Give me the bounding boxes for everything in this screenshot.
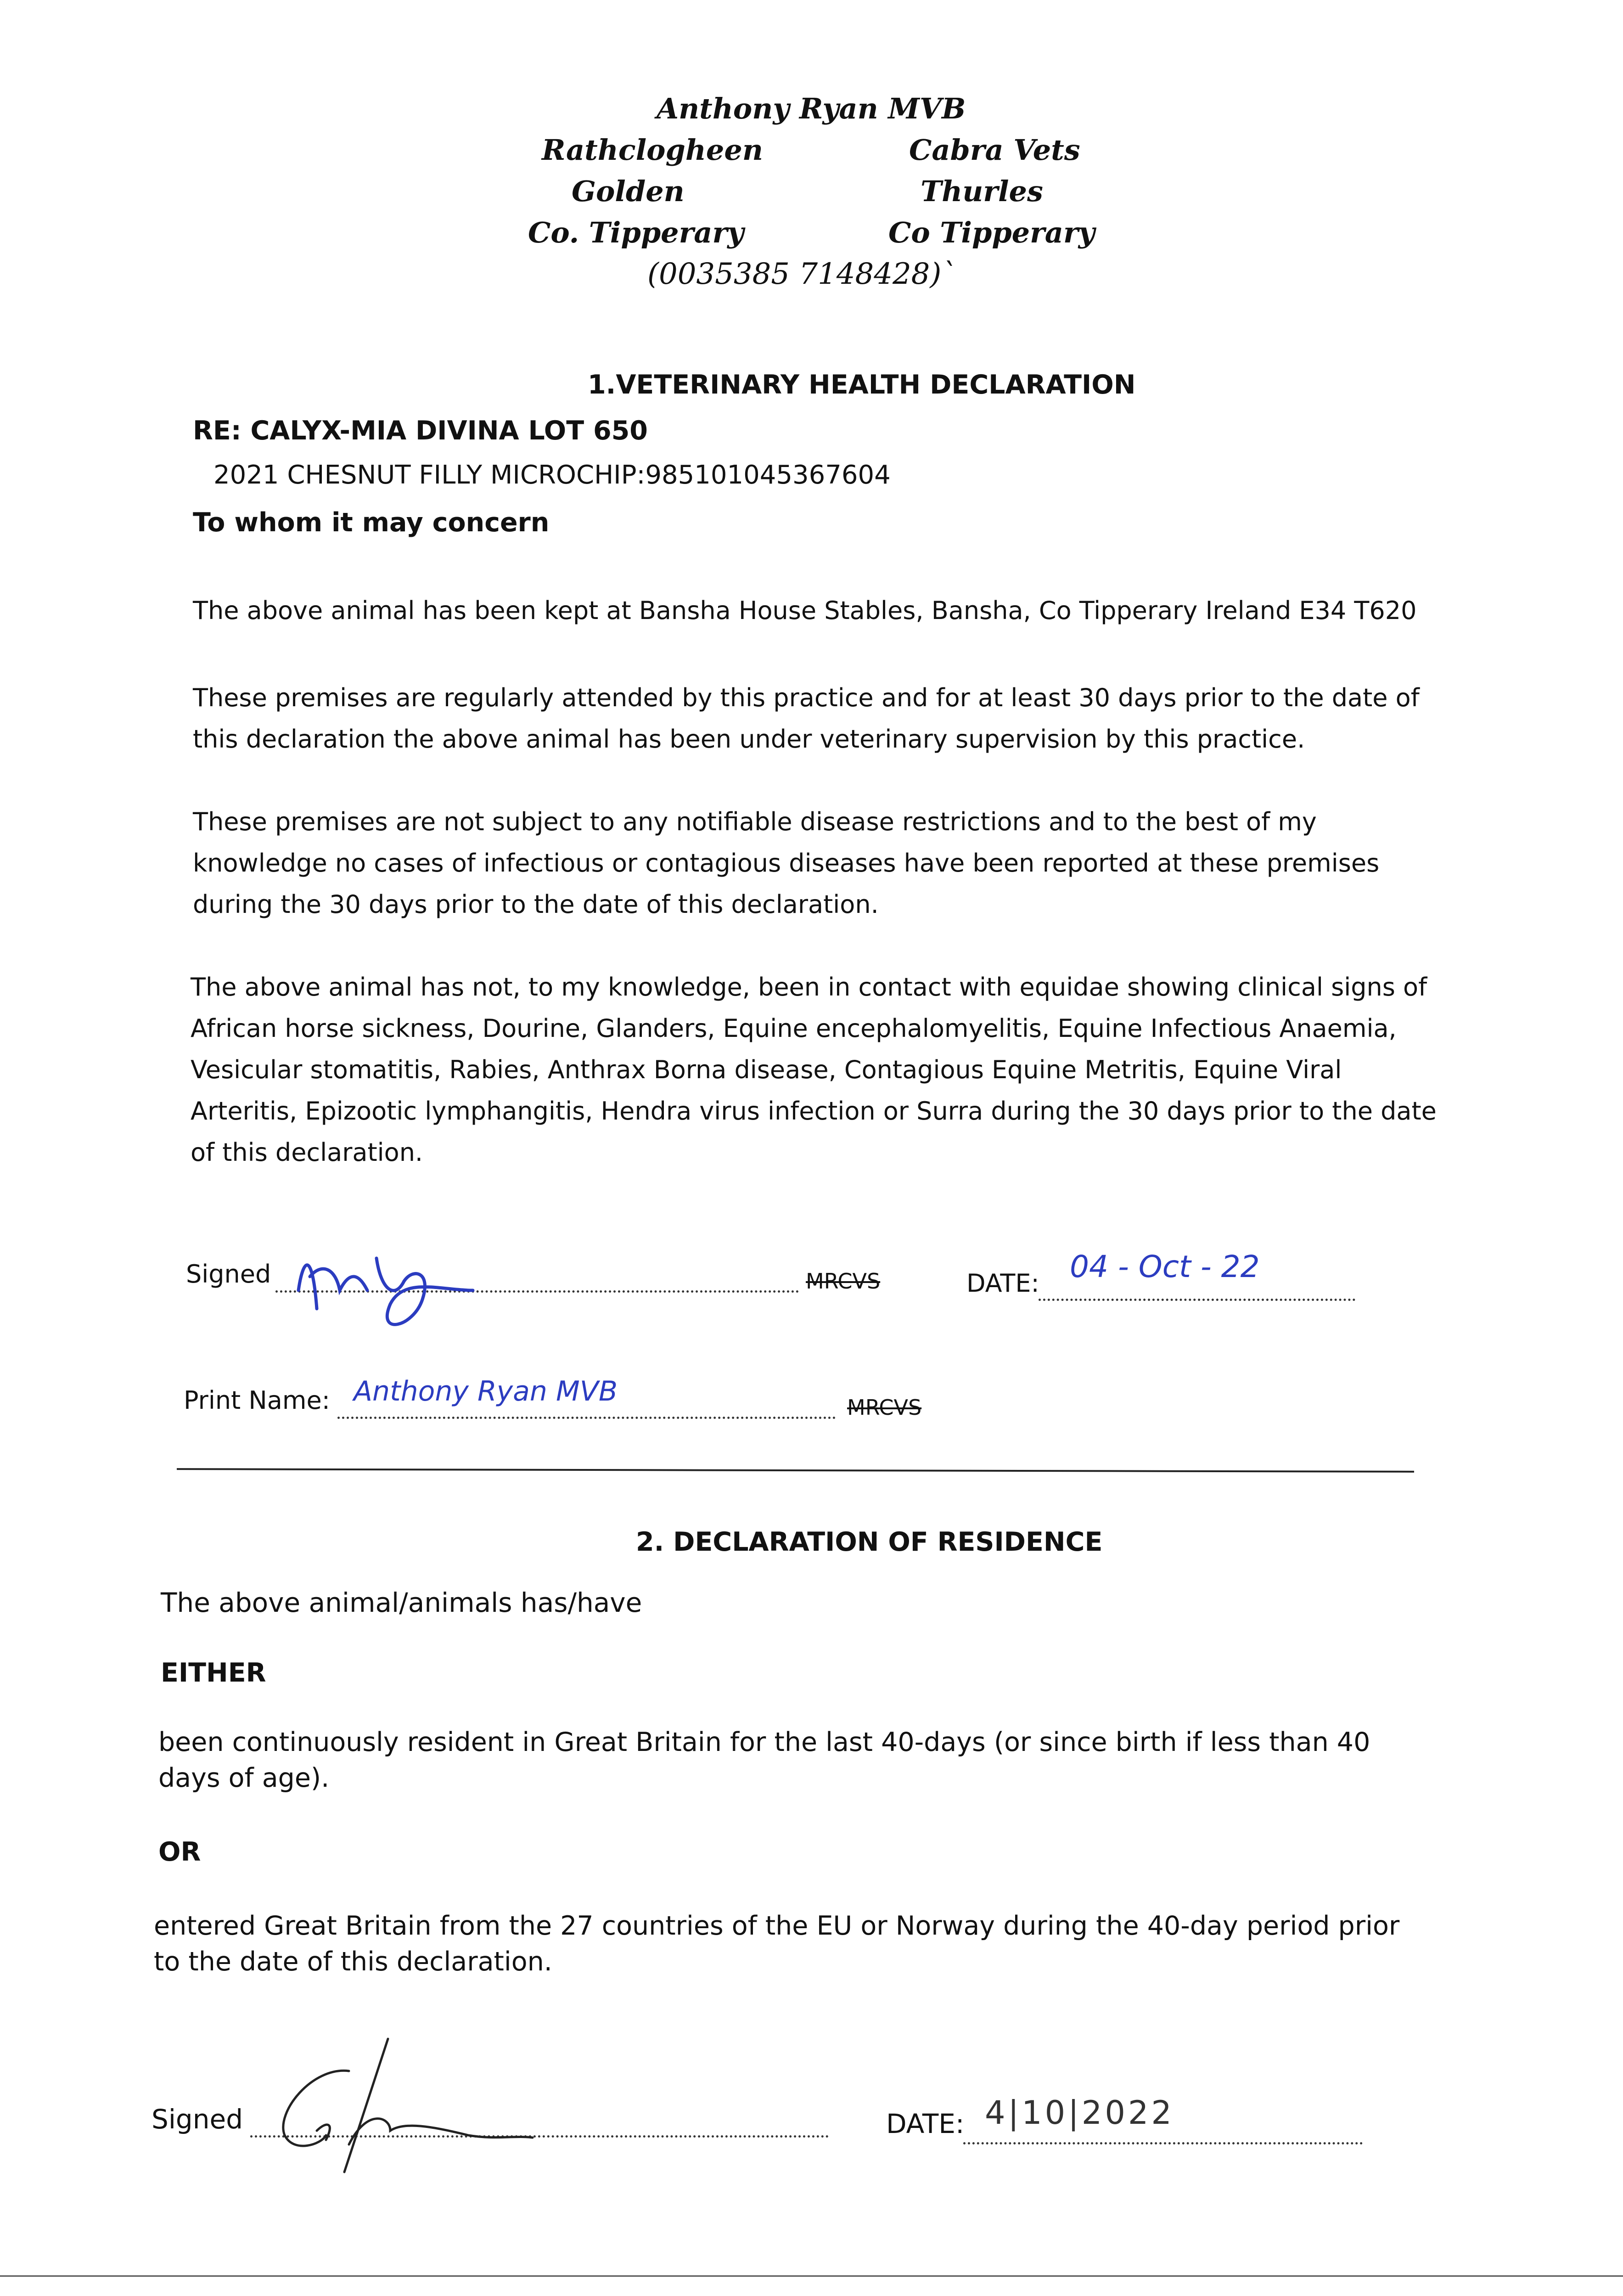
signed-label-1: Signed [186, 1260, 271, 1289]
paragraph-2: These premises are regularly attended by this practice and for at least 30 days prior to the date of this declaration the above animal has been under veterinary supervision by this practice. [193, 683, 1420, 754]
animal-line: 2021 CHESNUT FILLY MICROCHIP:985101045367604 [213, 460, 891, 490]
print-name-value: Anthony Ryan MVB [354, 1375, 618, 1407]
mrcvs-struck-2: MRCVS [847, 1395, 922, 1420]
residence-intro: The above animal/animals has/have [161, 1587, 642, 1618]
date-value-2: 4|10|2022 [985, 2094, 1174, 2132]
residence-option-2: entered Great Britain from the 27 countries of the EU or Norway during the 40-day period prior to the date of this declaration. [154, 1911, 1400, 1977]
mrcvs-struck-1: MRCVS [806, 1269, 881, 1294]
right-address-line-3: Co Tipperary [888, 216, 1095, 249]
signature-2 [257, 2030, 588, 2186]
either-label: EITHER [161, 1658, 266, 1688]
right-address-line-1: Cabra Vets [909, 133, 1080, 167]
date-line-1 [1039, 1299, 1355, 1301]
section-divider [177, 1468, 1414, 1473]
re-line: RE: CALYX-MIA DIVINA LOT 650 [193, 416, 648, 446]
letterhead-phone: (0035385 7148428)` [647, 257, 956, 291]
salutation: To whom it may concern [193, 507, 550, 538]
left-address-line-2: Golden [572, 174, 685, 208]
paragraph-1: The above animal has been kept at Bansha House Stables, Bansha, Co Tipperary Ireland E34 T620 [193, 596, 1417, 625]
right-address-line-2: Thurles [921, 174, 1043, 208]
letterhead-name: Anthony Ryan MVB [657, 92, 966, 125]
print-name-line [337, 1417, 836, 1419]
paragraph-4: The above animal has not, to my knowledge, been in contact with equidae showing clinical signs of African horse sickness, Dourine, Glanders, Equine encephalomyelitis, Equine Infectious Anaemia, Vesicular stomatitis, Rabies, Anthrax Borna disease, Contagious Equine Metritis, Equine Viral Arteritis, Epizootic lymphangitis, Hendra virus infection or Surra during the 30 days prior to the date of this declaration. [191, 973, 1437, 1167]
section1-heading: 1.VETERINARY HEALTH DECLARATION [588, 370, 1136, 400]
section2-heading: 2. DECLARATION OF RESIDENCE [636, 1527, 1103, 1557]
date-value-1: 04 - Oct - 22 [1070, 1249, 1260, 1284]
date-label-1: DATE: [966, 1269, 1039, 1298]
left-address-line-3: Co. Tipperary [528, 216, 744, 249]
paragraph-3: These premises are not subject to any notifiable disease restrictions and to the best of my knowledge no cases of infectious or contagious diseases have been reported at these premises during the 30 days prior to the date of this declaration. [193, 807, 1380, 919]
vet-signature-1 [285, 1221, 523, 1341]
date-label-2: DATE: [886, 2108, 965, 2139]
date-line-2 [963, 2142, 1363, 2144]
residence-option-1: been continuously resident in Great Britain for the last 40-days (or since birth if less than 40 days of age). [158, 1727, 1370, 1793]
or-label: OR [158, 1837, 201, 1867]
page-bottom-edge [0, 2275, 1623, 2277]
left-address-line-1: Rathclogheen [542, 133, 763, 167]
print-name-label: Print Name: [184, 1386, 330, 1415]
signed-label-2: Signed [152, 2104, 243, 2135]
